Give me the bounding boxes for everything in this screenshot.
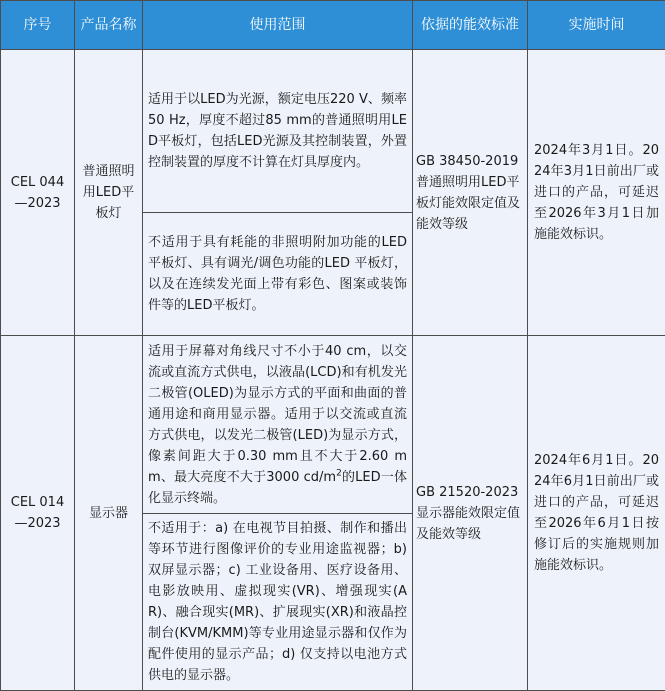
header-product-name: 产品名称 <box>75 1 143 50</box>
header-row <box>1 1 665 50</box>
header-seq: 序号 <box>1 1 75 50</box>
header-standard: 依据的能效标准 <box>413 1 528 50</box>
table-row <box>1 50 665 213</box>
row-scope-applies: 适用于以LED为光源，额定电压220 V、频率50 Hz，厚度不超过85 mm的普通照明用LED平板灯，包括LED光源及其控制装置，外置控制装置的厚度不计算在灯具厚度内。 <box>143 50 413 213</box>
row-implementation-time: 2024年6月1日。2024年6月1日前出厂或进口的产品，可延迟至2026年6月1日按修订后的实施规则加施能效标识。 <box>528 336 665 691</box>
superscript-two: 2 <box>336 468 342 479</box>
row-product-name: 显示器 <box>75 336 143 691</box>
row-standard: GB 21520-2023 显示器能效限定值及能效等级 <box>413 336 528 691</box>
scope-applies-text-end: 的LED一体化显示终端。 <box>148 469 408 506</box>
row-seq: CEL 044—2023 <box>1 50 75 336</box>
scope-applies-text: 适用于屏幕对角线尺寸不小于40 cm，以交流或直流方式供电，以液晶(LCD)和有机发光二极管(OLED)为显示方式的平面和曲面的普通用途和商用显示器。适用于以交流或直流方式供电，以发光二极管(LED)为显示方式，像素间距大于0.30 mm且不大于2.60 mm、最大亮度不大于3000 cd/m <box>148 343 407 485</box>
row-scope-applies <box>143 336 413 514</box>
table-row <box>1 336 665 514</box>
row-implementation-time: 2024年3月1日。2024年3月1日前出厂或进口的产品，可延迟至2026年3月1日加施能效标识。 <box>528 50 665 336</box>
header-scope: 使用范围 <box>143 1 413 50</box>
row-scope-excludes: 不适用于：a) 在电视节目拍摄、制作和播出等环节进行图像评价的专业用途监视器；b) 双屏显示器；c) 工业设备用、医疗设备用、电影放映用、虚拟现实(VR)、增强现实(AR)、融合现实(MR)、扩展现实(XR)和液晶控制台(KVM/KMM)等专业用途显示器和仅作为配件使用的显示产品；d) 仅支持以电池方式供电的显示器。 <box>143 514 413 691</box>
row-seq: CEL 014—2023 <box>1 336 75 691</box>
row-product-name: 普通照明用LED平板灯 <box>75 50 143 336</box>
row-standard: GB 38450-2019 普通照明用LED平板灯能效限定值及能效等级 <box>413 50 528 336</box>
row-scope-excludes: 不适用于具有耗能的非照明附加功能的LED平板灯、具有调光/调色功能的LED 平板灯，以及在连续发光面上带有彩色、图案或装饰件等的LED平板灯。 <box>143 213 413 336</box>
header-implementation-time: 实施时间 <box>528 1 665 50</box>
